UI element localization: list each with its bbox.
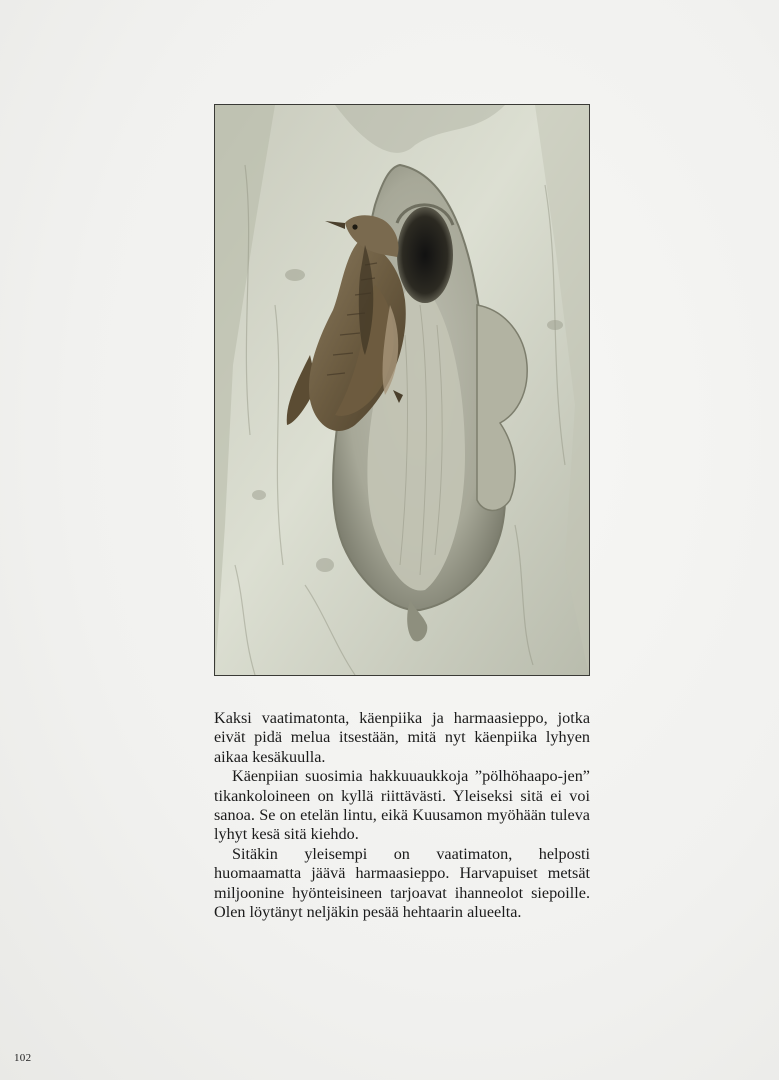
paragraph-3: Sitäkin yleisempi on vaatimaton, helposti huomaamatta jäävä harmaasieppo. Harvapuiset metsät miljoonine hyönteisineen tarjoavat ihanneolot siepoille. Olen löytänyt neljäkin pesää hehtaarin alueelta. [214,844,590,922]
wryneck-at-tree-hollow-photo [215,105,589,675]
body-text [214,709,590,922]
bird-photo [214,104,590,676]
paragraph-2: Käenpiian suosimia hakkuuaukkoja ”pölhöhaapo-jen” tikankoloineen on kyllä riittävästi. Yleiseksi sitä ei voi sanoa. Se on etelän lintu, eikä Kuusamon myöhään tuleva lyhyt kesä sitä kiehdo. [214,767,590,844]
page-number: 102 [14,1052,32,1064]
paragraph-1: Kaksi vaatimatonta, käenpiika ja harmaasieppo, jotka eivät pidä melua itsestään, mitä nyt käenpiika lyhyen aikaa kesäkuulla. [214,709,590,766]
